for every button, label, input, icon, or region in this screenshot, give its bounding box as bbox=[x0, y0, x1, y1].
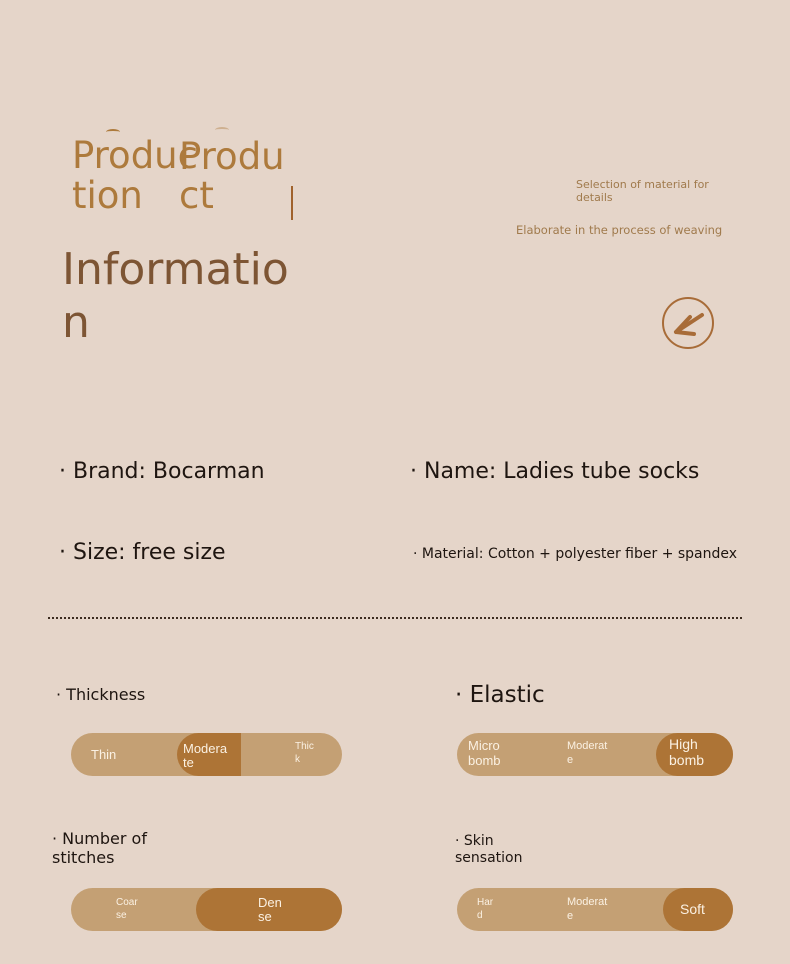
thickness-moderate-line1: Modera bbox=[183, 741, 228, 756]
dotted-divider bbox=[48, 617, 742, 619]
thickness-moderate-line2: te bbox=[183, 755, 194, 770]
title-information-line2: n bbox=[62, 296, 90, 348]
skin-label-line1: · Skin bbox=[455, 833, 494, 849]
title-production-line2: tion bbox=[72, 173, 143, 217]
elastic-selector bbox=[457, 733, 733, 776]
elastic-option-micro-bomb[interactable] bbox=[463, 733, 553, 776]
title-production-line1: Produc bbox=[72, 134, 198, 177]
elastic-micro-line2: bomb bbox=[468, 753, 501, 768]
elastic-moderate-line1: Moderat bbox=[567, 740, 608, 752]
elastic-option-moderate[interactable] bbox=[563, 733, 633, 776]
stitches-selector bbox=[71, 888, 342, 931]
thickness-option-moderate[interactable] bbox=[177, 733, 241, 776]
stitches-coarse-line2: se bbox=[116, 910, 127, 921]
tagline-weaving: Elaborate in the process of weaving bbox=[516, 223, 723, 237]
title-production bbox=[72, 134, 198, 226]
elastic-option-high-bomb[interactable] bbox=[656, 733, 733, 776]
elastic-high-line1: High bbox=[669, 736, 698, 752]
size-info: · Size: free size bbox=[59, 540, 226, 565]
stitches-label bbox=[52, 829, 147, 867]
thickness-thick-line1: Thic bbox=[295, 741, 314, 752]
title-product-line2: ct bbox=[179, 173, 214, 217]
skin-label-line2: sensation bbox=[455, 850, 523, 866]
skin-option-hard[interactable] bbox=[457, 888, 537, 931]
thickness-label: · Thickness bbox=[56, 685, 146, 704]
stitches-option-dense[interactable] bbox=[196, 888, 342, 931]
skin-label bbox=[455, 833, 522, 867]
vertical-bar-accent bbox=[291, 186, 293, 220]
arrow-down-left-icon-glyph bbox=[664, 299, 712, 347]
title-product bbox=[179, 135, 289, 217]
stitches-label-line2: stitches bbox=[52, 848, 115, 867]
decorative-mark bbox=[215, 127, 229, 133]
skin-hard-line1: Har bbox=[477, 897, 494, 908]
stitches-label-line1: · Number of bbox=[52, 829, 147, 848]
stitches-dense-line2: se bbox=[258, 909, 272, 924]
elastic-moderate-line2: e bbox=[567, 754, 574, 766]
elastic-high-line2: bomb bbox=[669, 752, 705, 768]
title-information bbox=[62, 244, 302, 350]
stitches-coarse-line1: Coar bbox=[116, 897, 138, 908]
brand-info: · Brand: Bocarman bbox=[59, 459, 265, 484]
tagline-material: Selection of material for details bbox=[576, 178, 709, 204]
skin-selector bbox=[457, 888, 733, 931]
name-info: · Name: Ladies tube socks bbox=[410, 459, 700, 484]
skin-moderate-line1: Moderat bbox=[567, 896, 608, 908]
elastic-micro-line1: Micro bbox=[468, 738, 500, 753]
skin-option-moderate[interactable] bbox=[563, 888, 643, 931]
elastic-label: · Elastic bbox=[455, 682, 545, 708]
arrow-down-left-icon[interactable] bbox=[662, 297, 714, 349]
thickness-selector bbox=[71, 733, 342, 776]
thickness-option-thick[interactable] bbox=[291, 733, 331, 776]
thickness-thick-line2: k bbox=[295, 754, 300, 765]
title-product-line1: Produ bbox=[179, 135, 285, 178]
stitches-dense-line1: Den bbox=[258, 895, 282, 910]
stitches-option-coarse[interactable] bbox=[71, 888, 191, 931]
thickness-option-thin[interactable]: Thin bbox=[91, 747, 117, 762]
title-information-line1: Informatio bbox=[62, 244, 289, 295]
material-info: · Material: Cotton + polyester fiber + spandex bbox=[413, 546, 738, 562]
skin-moderate-line2: e bbox=[567, 910, 574, 922]
skin-option-soft[interactable]: Soft bbox=[663, 888, 733, 931]
skin-hard-line2: d bbox=[477, 910, 483, 921]
